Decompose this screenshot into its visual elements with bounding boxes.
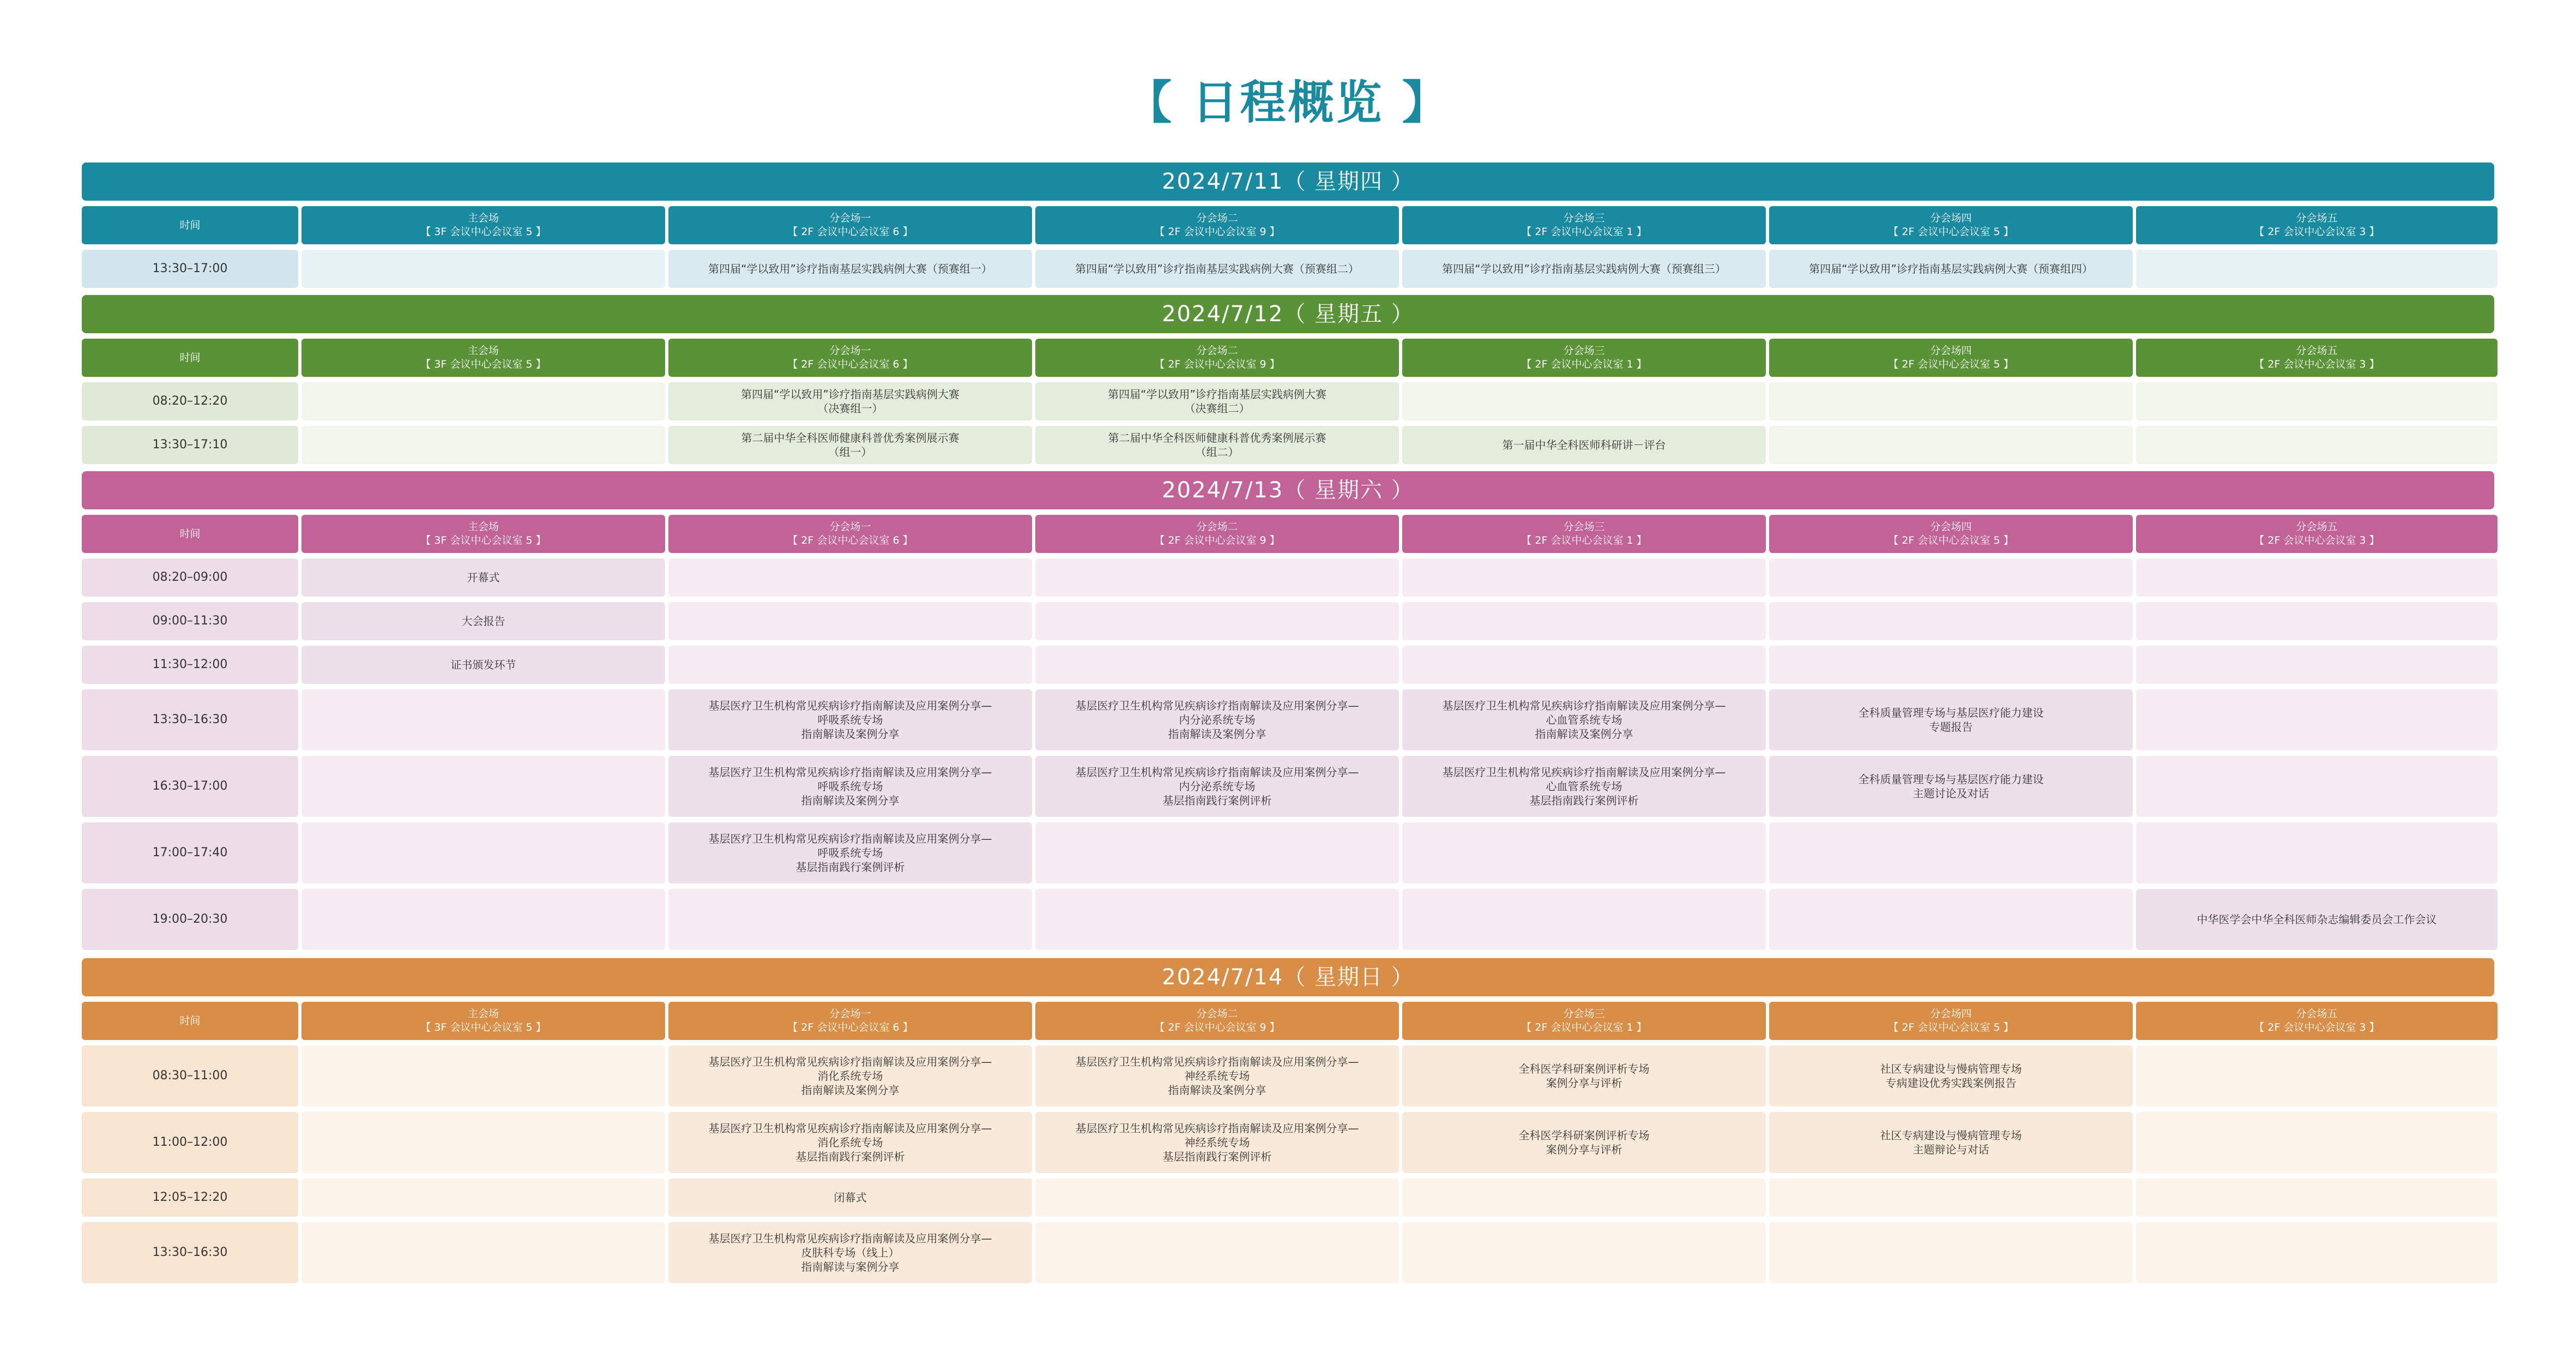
session-cell xyxy=(1035,426,1399,464)
session-text: 基层医疗卫生机构常见疾病诊疗指南解读及应用案例分享— xyxy=(708,1055,992,1068)
venue-header xyxy=(1035,206,1399,244)
venue-room: 【 2F 会议中心会议室 5 】 xyxy=(1888,534,2014,546)
empty-cell xyxy=(2136,1045,2497,1107)
empty-cell xyxy=(2136,250,2497,288)
time-slot-label: 13:30–17:10 xyxy=(152,438,228,452)
empty-cell xyxy=(2136,756,2497,817)
venue-name: 分会场二 xyxy=(1196,521,1238,533)
venue-room: 【 3F 会议中心会议室 5 】 xyxy=(420,226,546,238)
venue-name: 分会场五 xyxy=(2296,521,2338,533)
empty-cell xyxy=(1769,1178,2133,1217)
empty-cell xyxy=(1402,822,1766,883)
session-text: 第四届“学以致用”诊疗指南基层实践病例大赛 xyxy=(1108,388,1326,401)
session-text: 指南解读及案例分享 xyxy=(1535,727,1633,741)
session-cell xyxy=(1035,689,1399,750)
venue-room: 【 2F 会议中心会议室 3 】 xyxy=(2254,226,2380,238)
session-text: 案例分享与评析 xyxy=(1546,1143,1622,1156)
venue-room: 【 2F 会议中心会议室 9 】 xyxy=(1154,534,1280,546)
session-text: 皮肤科专场（线上） xyxy=(801,1246,900,1259)
empty-cell xyxy=(1035,822,1399,883)
session-cell xyxy=(1769,689,2133,750)
session-cell xyxy=(668,822,1032,883)
time-slot-label: 08:20–09:00 xyxy=(152,570,228,584)
session-text: 基层医疗卫生机构常见疾病诊疗指南解读及应用案例分享— xyxy=(708,1122,992,1135)
venue-header xyxy=(1769,1002,2133,1040)
session-cell xyxy=(1402,756,1766,817)
time-header-label: 时间 xyxy=(179,351,201,364)
venue-name: 分会场四 xyxy=(1930,345,1972,357)
empty-cell xyxy=(1769,426,2133,464)
empty-cell xyxy=(2136,382,2497,420)
time-header-label: 时间 xyxy=(179,1014,201,1027)
session-text: 心血管系统专场 xyxy=(1546,713,1622,726)
venue-name: 分会场一 xyxy=(829,345,871,357)
session-text: （决赛组一） xyxy=(817,402,883,415)
venue-header xyxy=(2136,206,2497,244)
schedule-grid xyxy=(82,206,2494,288)
session-text: 神经系统专场 xyxy=(1184,1136,1250,1149)
time-column-header xyxy=(82,515,298,553)
session-cell xyxy=(1402,1112,1766,1173)
time-slot xyxy=(82,250,298,288)
venue-header xyxy=(301,339,665,377)
day-section xyxy=(82,295,2494,464)
time-slot xyxy=(82,382,298,420)
time-slot xyxy=(82,1045,298,1107)
venue-header xyxy=(1402,1002,1766,1040)
venue-room: 【 2F 会议中心会议室 1 】 xyxy=(1521,358,1647,370)
venue-name: 分会场一 xyxy=(829,521,871,533)
venue-name: 分会场二 xyxy=(1196,1008,1238,1020)
session-text: 主题讨论及对话 xyxy=(1913,787,1989,800)
time-slot xyxy=(82,558,298,597)
session-text: 基层指南践行案例评析 xyxy=(795,1150,905,1163)
venue-header xyxy=(1402,515,1766,553)
time-slot xyxy=(82,602,298,640)
session-text: （决赛组二） xyxy=(1184,402,1250,415)
session-cell xyxy=(668,1178,1032,1217)
session-cell xyxy=(1769,1112,2133,1173)
venue-room: 【 2F 会议中心会议室 9 】 xyxy=(1154,358,1280,370)
venue-room: 【 2F 会议中心会议室 3 】 xyxy=(2254,1021,2380,1033)
venue-header xyxy=(1035,1002,1399,1040)
venue-name: 主会场 xyxy=(467,521,499,533)
venue-name: 分会场三 xyxy=(1563,345,1605,357)
venue-header xyxy=(301,1002,665,1040)
venue-name: 分会场四 xyxy=(1930,212,1972,224)
time-slot-label: 08:20–12:20 xyxy=(152,394,228,408)
day-section xyxy=(82,471,2494,950)
empty-cell xyxy=(668,602,1032,640)
time-column-header xyxy=(82,1002,298,1040)
venue-header xyxy=(301,206,665,244)
day-section xyxy=(82,958,2494,1283)
empty-cell xyxy=(668,558,1032,597)
session-cell xyxy=(1035,1112,1399,1173)
venue-name: 主会场 xyxy=(467,212,499,224)
time-slot xyxy=(82,756,298,817)
session-text: 大会报告 xyxy=(461,615,505,628)
empty-cell xyxy=(2136,602,2497,640)
venue-room: 【 2F 会议中心会议室 3 】 xyxy=(2254,534,2380,546)
session-text: 全科医学科研案例评析专场 xyxy=(1518,1129,1650,1142)
venue-name: 分会场五 xyxy=(2296,1008,2338,1020)
empty-cell xyxy=(301,250,665,288)
empty-cell xyxy=(301,689,665,750)
session-cell xyxy=(301,558,665,597)
time-column-header xyxy=(82,339,298,377)
venue-room: 【 3F 会议中心会议室 5 】 xyxy=(420,1021,546,1033)
session-cell xyxy=(1402,426,1766,464)
time-slot-label: 13:30–16:30 xyxy=(152,1246,228,1259)
session-cell xyxy=(1402,250,1766,288)
session-text: 全科质量管理专场与基层医疗能力建设 xyxy=(1858,706,2044,719)
session-cell xyxy=(301,646,665,684)
time-slot xyxy=(82,646,298,684)
session-cell xyxy=(668,426,1032,464)
session-text: 指南解读及案例分享 xyxy=(801,1084,900,1097)
session-text: 专题报告 xyxy=(1929,720,1973,733)
empty-cell xyxy=(1769,822,2133,883)
schedule-grid xyxy=(82,515,2494,950)
time-slot xyxy=(82,1222,298,1283)
empty-cell xyxy=(301,822,665,883)
session-cell xyxy=(668,382,1032,420)
session-text: 全科医学科研案例评析专场 xyxy=(1518,1062,1650,1075)
time-slot-label: 17:00–17:40 xyxy=(152,846,228,859)
session-cell xyxy=(1035,250,1399,288)
session-text: 消化系统专场 xyxy=(817,1136,883,1149)
session-text: 主题辩论与对话 xyxy=(1913,1143,1989,1156)
session-text: 基层医疗卫生机构常见疾病诊疗指南解读及应用案例分享— xyxy=(1442,766,1726,779)
venue-name: 分会场一 xyxy=(829,212,871,224)
venue-room: 【 2F 会议中心会议室 6 】 xyxy=(787,534,913,546)
session-text: 基层指南践行案例评析 xyxy=(795,861,905,874)
venue-name: 分会场三 xyxy=(1563,212,1605,224)
empty-cell xyxy=(2136,1112,2497,1173)
venue-header xyxy=(668,206,1032,244)
venue-room: 【 2F 会议中心会议室 1 】 xyxy=(1521,226,1647,238)
session-text: 基层医疗卫生机构常见疾病诊疗指南解读及应用案例分享— xyxy=(708,832,992,845)
session-cell xyxy=(1035,1045,1399,1107)
empty-cell xyxy=(1769,558,2133,597)
session-text: 基层医疗卫生机构常见疾病诊疗指南解读及应用案例分享— xyxy=(1075,699,1359,712)
session-cell xyxy=(301,602,665,640)
time-slot xyxy=(82,426,298,464)
empty-cell xyxy=(2136,1178,2497,1217)
empty-cell xyxy=(301,382,665,420)
session-text: 呼吸系统专场 xyxy=(817,846,883,859)
session-text: 指南解读及案例分享 xyxy=(801,727,900,741)
venue-header xyxy=(2136,1002,2497,1040)
time-slot-label: 13:30–16:30 xyxy=(152,713,228,726)
empty-cell xyxy=(1769,1222,2133,1283)
session-text: 第一届中华全科医师科研讲－评台 xyxy=(1502,438,1666,452)
time-slot xyxy=(82,1178,298,1217)
venue-name: 分会场二 xyxy=(1196,212,1238,224)
session-text: 证书颁发环节 xyxy=(450,658,516,671)
session-text: 指南解读及案例分享 xyxy=(801,794,900,807)
empty-cell xyxy=(1769,889,2133,950)
venue-header xyxy=(1402,206,1766,244)
empty-cell xyxy=(1402,1178,1766,1217)
empty-cell xyxy=(2136,1222,2497,1283)
schedule-grid xyxy=(82,1002,2494,1283)
time-column-header xyxy=(82,206,298,244)
venue-header xyxy=(2136,339,2497,377)
venue-name: 分会场五 xyxy=(2296,212,2338,224)
session-text: 中华医学会中华全科医师杂志编辑委员会工作会议 xyxy=(2197,913,2437,926)
venue-header xyxy=(1769,339,2133,377)
venue-name: 主会场 xyxy=(467,345,499,357)
session-text: 基层医疗卫生机构常见疾病诊疗指南解读及应用案例分享— xyxy=(708,766,992,779)
venue-header xyxy=(668,1002,1032,1040)
empty-cell xyxy=(2136,646,2497,684)
session-text: 社区专病建设与慢病管理专场 xyxy=(1880,1062,2022,1075)
session-cell xyxy=(1769,1045,2133,1107)
venue-name: 分会场四 xyxy=(1930,1008,1972,1020)
time-header-label: 时间 xyxy=(179,219,201,231)
session-cell xyxy=(668,1112,1032,1173)
session-text: 基层医疗卫生机构常见疾病诊疗指南解读及应用案例分享— xyxy=(708,699,992,712)
empty-cell xyxy=(2136,822,2497,883)
session-cell xyxy=(2136,889,2497,950)
empty-cell xyxy=(301,1222,665,1283)
empty-cell xyxy=(1402,382,1766,420)
venue-room: 【 2F 会议中心会议室 6 】 xyxy=(787,358,913,370)
session-text: 开幕式 xyxy=(467,571,500,584)
session-text: 指南解读及案例分享 xyxy=(1168,727,1266,741)
empty-cell xyxy=(2136,558,2497,597)
venue-header xyxy=(1035,515,1399,553)
venue-room: 【 2F 会议中心会议室 5 】 xyxy=(1888,1021,2014,1033)
empty-cell xyxy=(1402,602,1766,640)
empty-cell xyxy=(1035,646,1399,684)
venue-room: 【 2F 会议中心会议室 9 】 xyxy=(1154,226,1280,238)
empty-cell xyxy=(1769,602,2133,640)
venue-room: 【 2F 会议中心会议室 9 】 xyxy=(1154,1021,1280,1033)
time-slot-label: 09:00–11:30 xyxy=(152,614,228,628)
time-slot-label: 12:05–12:20 xyxy=(152,1190,228,1204)
session-text: 基层医疗卫生机构常见疾病诊疗指南解读及应用案例分享— xyxy=(1442,699,1726,712)
venue-room: 【 2F 会议中心会议室 6 】 xyxy=(787,1021,913,1033)
session-text: 心血管系统专场 xyxy=(1546,780,1622,793)
time-slot-label: 11:30–12:00 xyxy=(152,658,228,671)
session-text: 神经系统专场 xyxy=(1184,1069,1250,1083)
time-slot-label: 13:30–17:00 xyxy=(152,262,228,275)
session-text: 第四届“学以致用”诊疗指南基层实践病例大赛（预赛组二） xyxy=(1075,262,1359,275)
empty-cell xyxy=(1769,382,2133,420)
time-header-label: 时间 xyxy=(179,527,201,540)
venue-room: 【 2F 会议中心会议室 6 】 xyxy=(787,226,913,238)
session-text: 基层指南践行案例评析 xyxy=(1529,794,1639,807)
session-text: 第四届“学以致用”诊疗指南基层实践病例大赛（预赛组一） xyxy=(708,262,992,275)
day-header: 2024/7/13（ 星期六 ） xyxy=(82,471,2494,509)
empty-cell xyxy=(301,1045,665,1107)
session-cell xyxy=(1402,1045,1766,1107)
session-text: 全科质量管理专场与基层医疗能力建设 xyxy=(1858,773,2044,786)
empty-cell xyxy=(301,426,665,464)
empty-cell xyxy=(1035,602,1399,640)
session-text: 基层指南践行案例评析 xyxy=(1162,1150,1272,1163)
session-text: 基层医疗卫生机构常见疾病诊疗指南解读及应用案例分享— xyxy=(1075,1055,1359,1068)
venue-name: 分会场一 xyxy=(829,1008,871,1020)
empty-cell xyxy=(1402,889,1766,950)
session-text: （组二） xyxy=(1195,446,1239,459)
time-slot xyxy=(82,1112,298,1173)
empty-cell xyxy=(1035,889,1399,950)
venue-room: 【 2F 会议中心会议室 3 】 xyxy=(2254,358,2380,370)
session-text: 基层医疗卫生机构常见疾病诊疗指南解读及应用案例分享— xyxy=(1075,1122,1359,1135)
empty-cell xyxy=(1402,646,1766,684)
session-text: 案例分享与评析 xyxy=(1546,1077,1622,1090)
time-slot xyxy=(82,889,298,950)
session-text: 社区专病建设与慢病管理专场 xyxy=(1880,1129,2022,1142)
session-text: 内分泌系统专场 xyxy=(1179,780,1256,793)
day-section xyxy=(82,163,2494,288)
session-text: 消化系统专场 xyxy=(817,1069,883,1083)
session-cell xyxy=(1769,250,2133,288)
venue-name: 分会场五 xyxy=(2296,345,2338,357)
session-text: 基层医疗卫生机构常见疾病诊疗指南解读及应用案例分享— xyxy=(1075,766,1359,779)
session-cell xyxy=(668,250,1032,288)
session-cell xyxy=(668,1222,1032,1283)
day-header: 2024/7/14（ 星期日 ） xyxy=(82,958,2494,996)
session-text: 第四届“学以致用”诊疗指南基层实践病例大赛（预赛组四） xyxy=(1809,262,2093,275)
day-header: 2024/7/11（ 星期四 ） xyxy=(82,163,2494,201)
session-text: 内分泌系统专场 xyxy=(1179,713,1256,726)
venue-header xyxy=(1402,339,1766,377)
venue-name: 主会场 xyxy=(467,1008,499,1020)
time-slot-label: 11:00–12:00 xyxy=(152,1135,228,1149)
empty-cell xyxy=(668,889,1032,950)
empty-cell xyxy=(668,646,1032,684)
empty-cell xyxy=(1035,558,1399,597)
venue-room: 【 3F 会议中心会议室 5 】 xyxy=(420,358,546,370)
empty-cell xyxy=(301,1178,665,1217)
venue-header xyxy=(1035,339,1399,377)
empty-cell xyxy=(1402,558,1766,597)
session-cell xyxy=(1769,756,2133,817)
session-text: 呼吸系统专场 xyxy=(817,713,883,726)
venue-header xyxy=(668,515,1032,553)
session-text: 闭幕式 xyxy=(834,1191,867,1204)
session-cell xyxy=(668,756,1032,817)
session-text: （组一） xyxy=(828,446,872,459)
empty-cell xyxy=(301,1112,665,1173)
venue-header xyxy=(1769,515,2133,553)
day-header: 2024/7/12（ 星期五 ） xyxy=(82,295,2494,333)
session-text: 指南解读与案例分享 xyxy=(801,1260,900,1273)
venue-room: 【 2F 会议中心会议室 5 】 xyxy=(1888,226,2014,238)
time-slot-label: 08:30–11:00 xyxy=(152,1069,228,1083)
venue-header xyxy=(301,515,665,553)
empty-cell xyxy=(2136,689,2497,750)
venue-name: 分会场三 xyxy=(1563,1008,1605,1020)
session-cell xyxy=(1035,756,1399,817)
empty-cell xyxy=(1035,1178,1399,1217)
schedule-grid xyxy=(82,339,2494,464)
venue-header xyxy=(1769,206,2133,244)
venue-name: 分会场四 xyxy=(1930,521,1972,533)
venue-room: 【 2F 会议中心会议室 5 】 xyxy=(1888,358,2014,370)
session-text: 第二届中华全科医师健康科普优秀案例展示赛 xyxy=(1108,431,1326,444)
session-cell xyxy=(1035,382,1399,420)
empty-cell xyxy=(1769,646,2133,684)
venue-room: 【 2F 会议中心会议室 1 】 xyxy=(1521,1021,1647,1033)
empty-cell xyxy=(1402,1222,1766,1283)
time-slot xyxy=(82,822,298,883)
venue-header xyxy=(668,339,1032,377)
empty-cell xyxy=(301,756,665,817)
time-slot xyxy=(82,689,298,750)
venue-header xyxy=(2136,515,2497,553)
session-text: 基层医疗卫生机构常见疾病诊疗指南解读及应用案例分享— xyxy=(708,1232,992,1245)
session-text: 呼吸系统专场 xyxy=(817,780,883,793)
venue-room: 【 3F 会议中心会议室 5 】 xyxy=(420,534,546,546)
session-cell xyxy=(668,689,1032,750)
time-slot-label: 16:30–17:00 xyxy=(152,779,228,793)
empty-cell xyxy=(2136,426,2497,464)
session-text: 第四届“学以致用”诊疗指南基层实践病例大赛（预赛组三） xyxy=(1442,262,1726,275)
empty-cell xyxy=(1035,1222,1399,1283)
session-text: 基层指南践行案例评析 xyxy=(1162,794,1272,807)
venue-room: 【 2F 会议中心会议室 1 】 xyxy=(1521,534,1647,546)
session-text: 第二届中华全科医师健康科普优秀案例展示赛 xyxy=(741,431,960,444)
session-cell xyxy=(1402,689,1766,750)
venue-name: 分会场二 xyxy=(1196,345,1238,357)
time-slot-label: 19:00–20:30 xyxy=(152,912,228,926)
session-text: 第四届“学以致用”诊疗指南基层实践病例大赛 xyxy=(741,388,960,401)
session-text: 指南解读及案例分享 xyxy=(1168,1084,1266,1097)
session-text: 专病建设优秀实践案例报告 xyxy=(1885,1077,2017,1090)
session-cell xyxy=(668,1045,1032,1107)
empty-cell xyxy=(301,889,665,950)
venue-name: 分会场三 xyxy=(1563,521,1605,533)
page-title: 【 日程概览 】 xyxy=(1126,76,1450,129)
